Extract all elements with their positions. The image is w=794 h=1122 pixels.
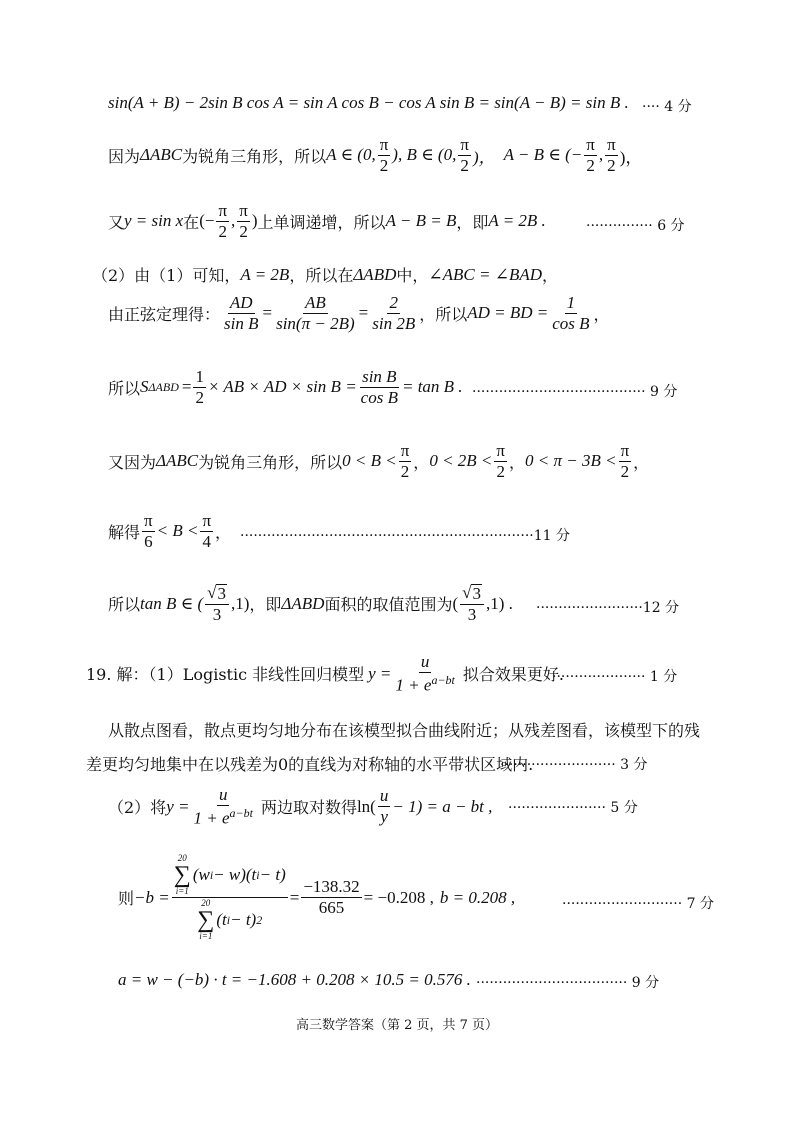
score-9b: ·································· 9 分	[476, 975, 660, 991]
subscript: i	[226, 912, 231, 927]
denominator: 2	[620, 461, 630, 481]
score-12: ························12 分	[536, 600, 680, 616]
exponent: a−bt	[229, 805, 253, 820]
text: ，	[593, 304, 610, 324]
text: 又	[108, 212, 125, 232]
formula: 0 < π − 3B <	[525, 451, 617, 471]
denominator: 4	[202, 531, 211, 551]
denominator: 6	[144, 531, 153, 551]
equals: =	[181, 377, 192, 397]
score-11: ··································································11 分	[240, 528, 570, 544]
numerator: π	[460, 135, 469, 154]
term: − t)	[259, 865, 286, 885]
denominator: sin B	[224, 313, 259, 333]
fraction	[200, 512, 213, 551]
formula: ), B ∈ (0,	[392, 145, 457, 165]
score-7: ··························· 7 分	[562, 896, 714, 912]
numerator: 1	[195, 367, 204, 386]
sum-fraction	[172, 854, 288, 941]
denominator-base: 1 + e	[395, 675, 432, 695]
text-line-7: 又因为 ΔABC 为锐角三角形，所以 0 < B < $\frac{\pi}{2}$ ， 0 < 2B < $\frac{\pi}{2}$ ， 0 < π − 3B < $\frac{\pi}{2}$ ，	[108, 441, 650, 481]
formula: A − B = B	[385, 211, 457, 231]
fraction	[584, 136, 597, 175]
formula: )，	[472, 147, 496, 167]
text: ，即	[249, 595, 282, 615]
numerator: π	[400, 441, 410, 460]
fraction	[205, 584, 229, 624]
text-line-11	[108, 718, 700, 741]
radicand: 3	[217, 584, 226, 603]
text: 又因为	[108, 452, 157, 472]
formula: ,1)	[230, 593, 250, 613]
denominator: 3	[467, 604, 477, 624]
fraction	[494, 442, 507, 481]
denominator: 2	[195, 387, 204, 407]
formula: y = sin x	[124, 211, 184, 231]
fraction	[605, 136, 618, 175]
text: 由正弦定理得：	[108, 304, 221, 324]
triangle-label: ΔABD	[281, 593, 325, 613]
fraction	[237, 202, 250, 241]
text: 面积的取值范围为	[324, 595, 453, 615]
formula: y =	[166, 796, 190, 816]
text-line-3	[108, 202, 546, 241]
page-footer: 高三数学答案（第 2 页，共 7 页）	[295, 1018, 499, 1033]
text: （2）由（1）可知，	[92, 266, 241, 285]
denominator: 2	[239, 221, 248, 241]
denominator: 2	[400, 461, 410, 481]
lower-limit: i=1	[175, 886, 189, 896]
fraction	[301, 878, 361, 917]
numerator: π	[218, 201, 228, 220]
text: 从散点图看，散点更均匀地分布在该模型拟合曲线附近；从残差图看，该模型下的残	[108, 721, 701, 740]
text: 解得	[108, 522, 141, 542]
formula: A = 2B .	[488, 211, 546, 231]
numerator: sin B	[362, 367, 397, 386]
triangle-label: ΔABC	[140, 145, 183, 165]
fraction	[393, 653, 456, 694]
denominator: 2	[218, 221, 227, 241]
fraction	[274, 294, 357, 333]
subscript: i	[209, 867, 214, 882]
formula: ln(	[356, 796, 376, 816]
formula-line-1	[108, 93, 629, 113]
fraction	[193, 368, 206, 407]
formula-text: sin(A + B) − 2sin B cos A = sin A cos B − cos A sin B = sin(A − B) = sin B .	[108, 93, 629, 112]
text-line-4	[92, 263, 558, 286]
text: 上单调递增，所以	[257, 212, 386, 232]
text: 两边取对数得	[260, 798, 357, 818]
upper-limit: 20	[177, 853, 187, 863]
denominator: 3	[212, 604, 222, 624]
radicand: 3	[472, 584, 481, 603]
formula: y =	[368, 663, 392, 683]
denominator: 2	[460, 155, 469, 175]
fraction	[378, 136, 391, 175]
text: 中，	[396, 266, 429, 285]
numerator: 1	[566, 293, 576, 312]
formula: = tan B .	[401, 377, 463, 397]
term: − w)(t	[213, 865, 257, 885]
subscript: ΔABD	[148, 379, 179, 394]
fraction	[216, 202, 229, 241]
fraction	[458, 136, 471, 175]
formula: A = 2B	[240, 264, 290, 284]
text-line-8	[108, 512, 231, 551]
subscript: i	[256, 867, 260, 882]
denominator	[393, 673, 456, 695]
text-line-13	[108, 786, 492, 827]
numerator: 2	[389, 293, 398, 312]
formula: )，	[619, 147, 643, 167]
formula: (−	[199, 211, 215, 231]
numerator: π	[496, 441, 505, 460]
text-line-14: 则 −b = 20 ∑ i=1 (w i − w)(t i − t) 20 ∑ i=1 (t i − t) 2 = $\frac{-138.32}{665}$ = −0.208 , b = 0.208 ,	[118, 853, 516, 941]
formula: × AB × AD × sin B =	[207, 377, 357, 397]
triangle-label: ΔABC	[156, 451, 199, 471]
text-line-2	[108, 136, 642, 175]
formula: )	[251, 211, 258, 231]
formula: ∠ABC = ∠BAD	[428, 264, 542, 284]
text: ，所以	[419, 304, 468, 324]
fraction	[370, 294, 417, 333]
formula: ,1) .	[485, 593, 513, 613]
numerator: π	[144, 511, 153, 530]
exponent: 2	[256, 912, 263, 927]
fraction	[142, 512, 155, 551]
fraction	[460, 584, 484, 624]
score-1: ····················· 1 分	[552, 669, 678, 685]
formula: 0 < B <	[342, 451, 397, 471]
text: ，所以在	[289, 266, 354, 285]
text: ，即	[456, 212, 489, 232]
text: 为锐角三角形，所以	[182, 146, 327, 166]
lower-limit: i=1	[199, 931, 213, 941]
formula: A ∈ (0,	[326, 145, 376, 165]
formula: ,	[231, 211, 236, 231]
formula: = −0.208 ,	[363, 887, 434, 907]
formula: < B <	[156, 521, 199, 541]
numerator: π	[379, 135, 389, 154]
text: 为锐角三角形，所以	[198, 452, 343, 472]
sum-symbol: 20 ∑ i=1	[173, 853, 191, 896]
fraction	[550, 294, 591, 333]
formula: −b =	[134, 887, 170, 907]
term: − t)	[230, 910, 257, 930]
fraction	[359, 368, 400, 407]
text: 在	[183, 212, 200, 232]
denominator: 2	[586, 155, 595, 175]
denominator: cos B	[552, 313, 590, 333]
term: (w	[192, 865, 210, 885]
numerator: √ 3	[460, 584, 484, 605]
numerator: AB	[304, 293, 326, 312]
text-line-6	[108, 368, 463, 407]
denominator: 2	[496, 461, 505, 481]
text: 拟合效果更好.	[462, 665, 564, 685]
formula: 0 < 2B <	[429, 451, 493, 471]
text: ，	[542, 266, 559, 285]
score-4: ···· 4 分	[642, 99, 692, 115]
score-3: ·························· 3 分	[500, 757, 648, 773]
score-5: ······················ 5 分	[508, 800, 638, 816]
formula: ΔABD	[353, 264, 397, 284]
fraction	[619, 442, 632, 481]
area-symbol: S	[140, 377, 149, 397]
formula: ,	[598, 145, 604, 165]
sum-symbol: 20 ∑ i=1	[197, 898, 215, 941]
text: ，	[215, 522, 232, 542]
formula: AD = BD =	[467, 303, 549, 323]
numerator: √ 3	[205, 584, 229, 605]
denominator: 2	[379, 155, 389, 175]
numerator: u	[379, 786, 389, 806]
fraction	[222, 294, 260, 333]
denominator: y	[380, 807, 388, 827]
text-line-15	[118, 970, 471, 990]
denominator: 2	[607, 155, 616, 175]
fraction	[399, 442, 412, 481]
text: 则	[118, 889, 135, 908]
score-9a: ······································· 9 分	[472, 384, 678, 400]
text: （2）将	[108, 798, 167, 818]
upper-limit: 20	[201, 898, 211, 908]
formula: a = w − (−b) · t = −1.608 + 0.208 × 10.5 = 0.576 .	[118, 970, 471, 989]
denominator-base: 1 + e	[193, 808, 230, 828]
text: 所以	[108, 595, 141, 615]
text: 因为	[108, 146, 141, 166]
formula: A − B ∈ (−	[503, 145, 583, 165]
text-line-12	[86, 752, 533, 775]
numerator: π	[607, 135, 616, 154]
denominator	[191, 806, 254, 828]
text-line-9	[108, 584, 513, 624]
text: 差更均匀地集中在以残差为0的直线为对称轴的水平带状区域内.	[86, 755, 534, 774]
text-line-10	[86, 653, 564, 694]
formula: tan B ∈ (	[140, 593, 204, 613]
denominator: sin(π − 2B)	[276, 313, 355, 333]
fraction	[191, 786, 254, 827]
numerator	[172, 854, 288, 898]
text-line-5: 由正弦定理得： $\frac{AD}{\text{sin B}}$ = $\frac{AB}{\sin(\pi - 2B)}$ = $\frac{2}{\sin 2B}$ ，所以 AD = BD = $\frac{1}{\text{cos B}}$ ，	[108, 293, 610, 333]
numerator: u	[218, 785, 228, 804]
text: 所以	[108, 378, 141, 398]
denominator: 665	[318, 898, 345, 917]
formula: b = 0.208 ,	[439, 887, 516, 907]
numerator: π	[586, 135, 595, 154]
numerator: −138.32	[303, 877, 360, 897]
formula: (	[452, 593, 459, 613]
score-6: ··············· 6 分	[586, 218, 685, 234]
formula: − 1) = a − bt ,	[392, 796, 493, 816]
numerator: π	[202, 511, 212, 530]
numerator: AD	[229, 293, 253, 312]
numerator: π	[620, 441, 630, 460]
denominator: cos B	[360, 387, 398, 407]
denominator: sin 2B	[372, 313, 416, 333]
fraction	[378, 787, 391, 826]
exponent: a−bt	[431, 672, 455, 687]
denominator	[195, 898, 264, 941]
numerator: u	[420, 652, 430, 671]
term: (t	[216, 910, 227, 930]
numerator: π	[239, 201, 248, 220]
text: 19. 解：（1）Logistic 非线性回归模型	[86, 665, 365, 685]
